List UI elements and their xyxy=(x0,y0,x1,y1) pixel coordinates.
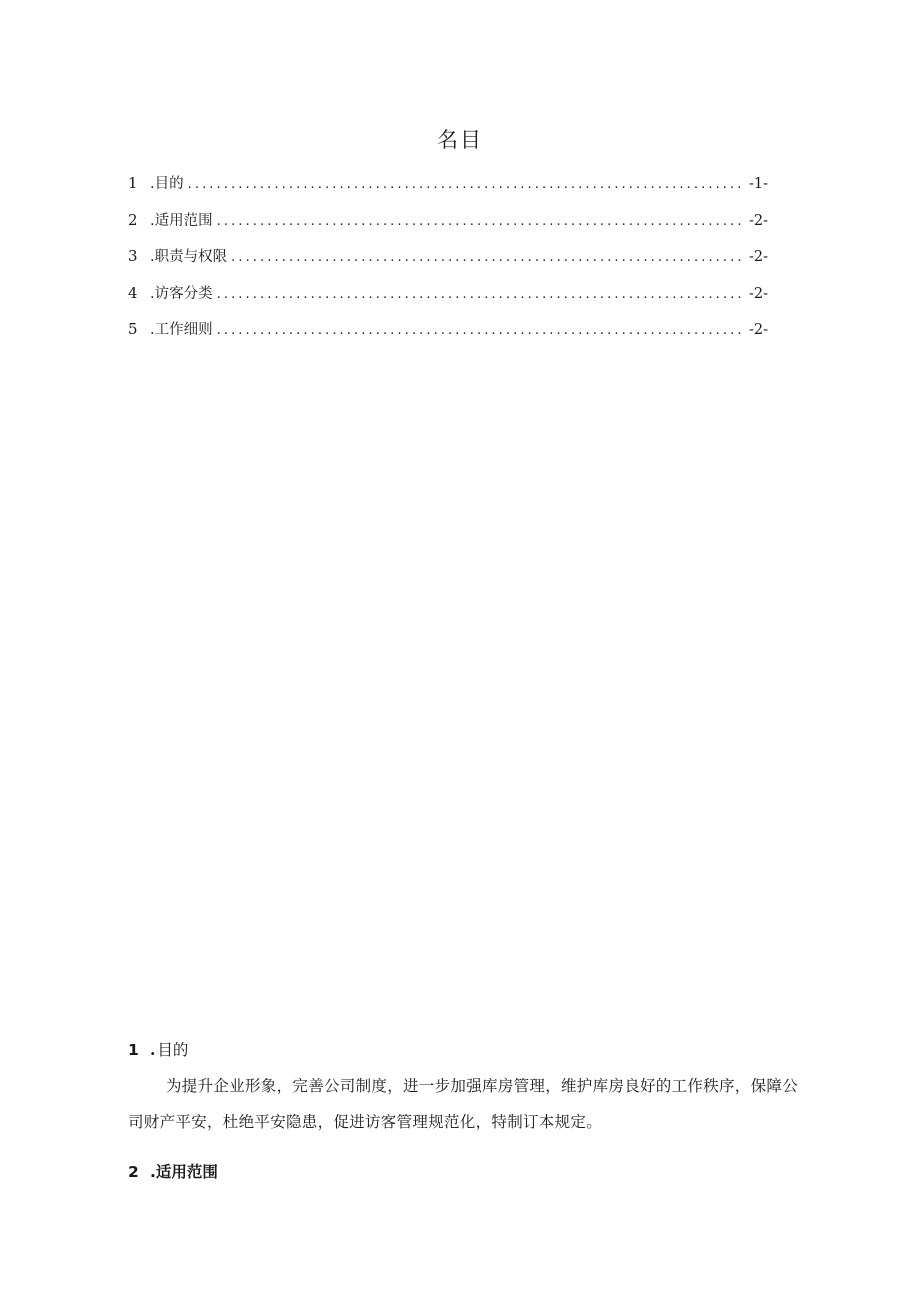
toc-dot-leader xyxy=(217,323,745,338)
section-number: 1 xyxy=(128,1041,139,1059)
toc-dot-leader xyxy=(231,250,745,265)
section-paragraph: 为提升企业形象，完善公司制度，进一步加强库房管理，维护库房良好的工作秩序，保障公司财产平安，杜绝平安隐患，促进访客管理规范化，特制订本规定。 xyxy=(128,1077,799,1131)
toc-entry-number: 1 xyxy=(128,174,138,192)
section-heading xyxy=(128,1160,808,1182)
table-of-contents xyxy=(128,172,768,355)
toc-dot-leader xyxy=(188,177,745,192)
toc-entry-number: 2 xyxy=(128,210,138,229)
section-number: 2 xyxy=(128,1163,139,1181)
section-heading xyxy=(128,1038,808,1060)
toc-entry[interactable] xyxy=(128,282,768,319)
section-title: .适用范围 xyxy=(150,1163,218,1181)
toc-entry-page: -2- xyxy=(748,212,768,229)
toc-entry-page: -2- xyxy=(748,322,768,338)
toc-entry-page: -1- xyxy=(748,176,768,192)
toc-entry-label: .适用范围 xyxy=(150,212,213,229)
section-purpose xyxy=(128,1038,808,1140)
toc-entry[interactable] xyxy=(128,245,768,282)
toc-entry-label: .访客分类 xyxy=(150,285,213,302)
toc-entry-page: -2- xyxy=(748,285,768,302)
section-dot: . xyxy=(150,1040,156,1059)
toc-dot-leader xyxy=(217,214,745,229)
toc-entry-number: 5 xyxy=(128,320,138,338)
toc-entry-page: -2- xyxy=(748,249,768,265)
section-title: 目的 xyxy=(157,1041,189,1059)
toc-entry-label: .工作细则 xyxy=(150,322,213,338)
toc-entry[interactable] xyxy=(128,172,768,209)
toc-entry-label: .职责与权限 xyxy=(150,249,228,265)
section-scope xyxy=(128,1160,808,1182)
toc-entry[interactable] xyxy=(128,209,768,246)
toc-entry-label: .目的 xyxy=(150,176,184,192)
toc-title: 名目 xyxy=(437,128,483,152)
toc-entry-number: 4 xyxy=(128,283,138,302)
toc-dot-leader xyxy=(217,287,745,302)
toc-entry[interactable] xyxy=(128,318,768,355)
toc-entry-number: 3 xyxy=(128,247,138,265)
